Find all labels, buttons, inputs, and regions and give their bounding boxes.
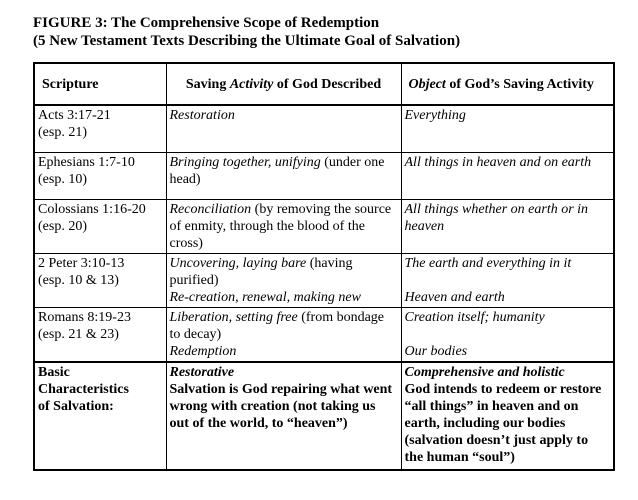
scripture-ref: Colossians 1:16-20 <box>38 202 146 217</box>
summary-object-text: God intends to redeem or restore “all things” in heaven and on earth, including our bodies (salvation doesn’t just apply to the human “soul”) <box>404 382 602 465</box>
object-text: Creation itself; humanity <box>404 310 545 325</box>
scripture-esp: (esp. 20) <box>38 219 87 234</box>
scripture-esp: (esp. 10) <box>38 172 87 187</box>
header-activity-suffix: of God Described <box>273 76 382 92</box>
header-activity-emph: Activity <box>229 76 274 92</box>
object-cell <box>401 200 614 254</box>
summary-label-line-3: of Salvation: <box>38 399 114 414</box>
object-text: The earth and everything in it <box>404 256 572 271</box>
object-text: All things whether on earth or in heaven <box>404 202 589 234</box>
summary-activity-heading: Restorative <box>169 365 235 380</box>
summary-object-cell <box>401 362 614 470</box>
activity-emph: Liberation, setting free <box>169 310 298 325</box>
table-row <box>34 308 614 363</box>
scripture-cell <box>34 200 166 254</box>
summary-object-heading: Comprehensive and holistic <box>404 365 565 380</box>
table-row <box>34 153 614 200</box>
activity-rest: (under one head) <box>169 155 385 187</box>
table-row <box>34 200 614 254</box>
activity-cell <box>166 254 401 308</box>
activity-cell <box>166 200 401 254</box>
object-cell <box>401 153 614 200</box>
activity-rest: (having purified) <box>169 256 353 288</box>
activity-emph: Bringing together, unifying <box>169 155 321 170</box>
activity-cell <box>166 105 401 153</box>
object-cell <box>401 254 614 308</box>
summary-label-line-2: Characteristics <box>38 382 129 397</box>
scripture-esp: (esp. 21) <box>38 125 87 140</box>
figure-title-line-1: FIGURE 3: The Comprehensive Scope of Redemption <box>33 15 380 31</box>
activity-emph: Restoration <box>169 108 235 123</box>
figure-title-line-2: (5 New Testament Texts Describing the Ultimate Goal of Salvation) <box>33 33 461 49</box>
header-saving-activity <box>166 63 401 105</box>
scripture-ref: Ephesians 1:7-10 <box>38 155 135 170</box>
header-object-suffix: of God’s Saving Activity <box>445 76 594 92</box>
object-cell <box>401 105 614 153</box>
object-second: Our bodies <box>404 344 468 359</box>
header-activity-prefix: Saving <box>185 76 230 92</box>
summary-row <box>34 362 614 470</box>
scripture-ref: Acts 3:17-21 <box>38 108 111 123</box>
scripture-ref: 2 Peter 3:10-13 <box>38 256 125 271</box>
table-header-row <box>34 63 614 105</box>
table-row <box>34 105 614 153</box>
figure-title <box>33 14 460 50</box>
summary-activity-cell <box>166 362 401 470</box>
activity-cell <box>166 308 401 363</box>
activity-rest: (from bondage to decay) <box>169 310 385 342</box>
activity-cell <box>166 153 401 200</box>
scripture-cell <box>34 254 166 308</box>
scripture-cell <box>34 308 166 363</box>
scripture-cell <box>34 153 166 200</box>
activity-second: Redemption <box>169 344 237 359</box>
header-scripture: Scripture <box>34 63 166 105</box>
object-second: Heaven and earth <box>404 290 505 305</box>
scripture-esp: (esp. 21 & 23) <box>38 327 119 342</box>
summary-label-line-1: Basic <box>38 365 70 380</box>
object-cell <box>401 308 614 363</box>
activity-emph: Uncovering, laying bare <box>169 256 307 271</box>
scripture-cell <box>34 105 166 153</box>
table-row <box>34 254 614 308</box>
redemption-table <box>33 62 615 471</box>
header-object <box>401 63 614 105</box>
summary-activity-text: Salvation is God repairing what went wrong with creation (not taking us out of the world, to “heaven”) <box>169 382 393 431</box>
activity-second: Re-creation, renewal, making new <box>169 290 361 305</box>
object-text: Everything <box>404 108 466 123</box>
summary-label-cell <box>34 362 166 470</box>
scripture-ref: Romans 8:19-23 <box>38 310 131 325</box>
activity-emph: Reconciliation <box>169 202 252 217</box>
object-text: All things in heaven and on earth <box>404 155 592 170</box>
header-object-emph: Object <box>408 76 446 92</box>
scripture-esp: (esp. 10 & 13) <box>38 273 119 288</box>
activity-rest: (by removing the source of enmity, through the blood of the cross) <box>169 202 392 251</box>
